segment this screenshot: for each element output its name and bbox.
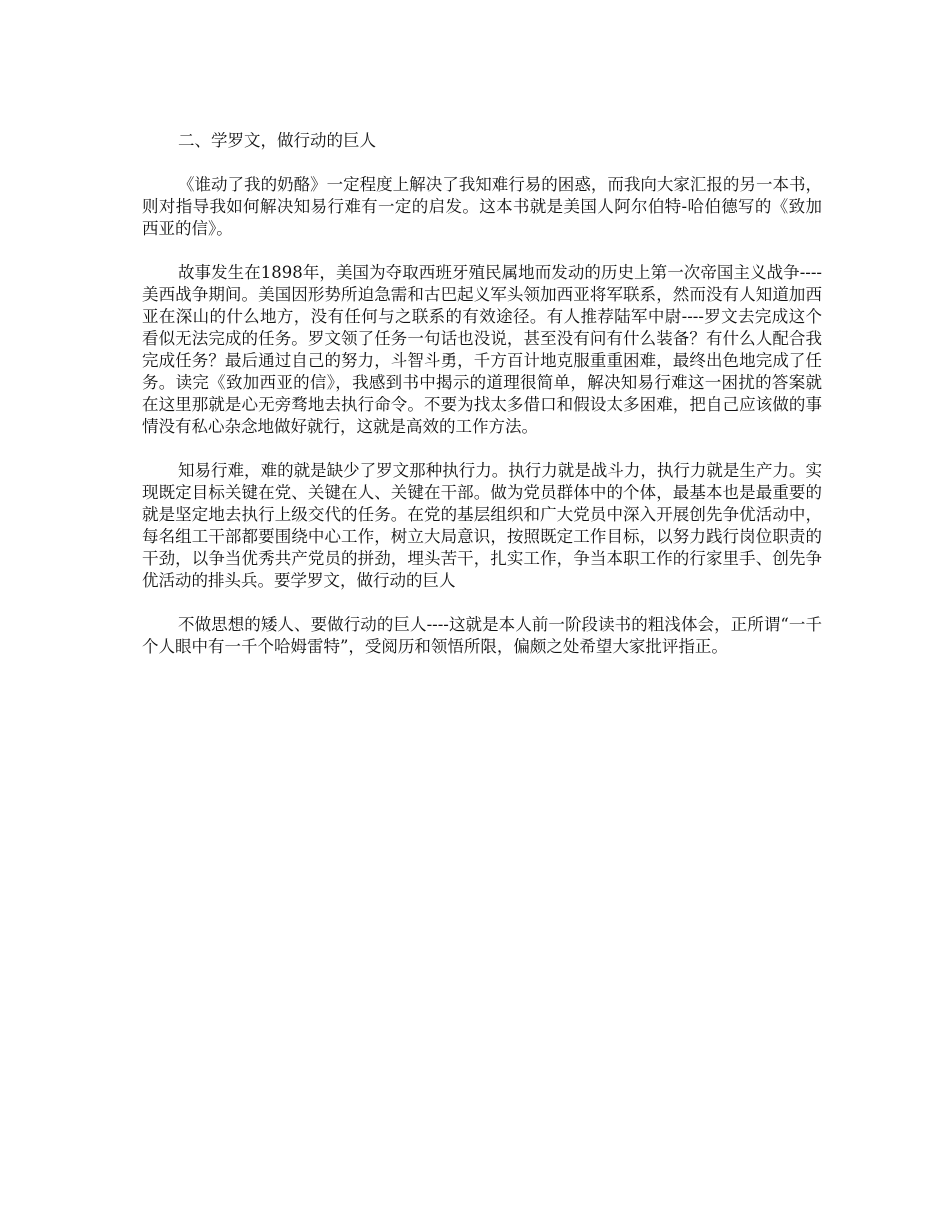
paragraph-1: 《谁动了我的奶酪》一定程度上解决了我知难行易的困惑，而我向大家汇报的另一本书，则对指导我如何解决知易行难有一定的启发。这本书就是美国人阿尔伯特-哈伯德写的《致加西亚的信》。 [142, 175, 822, 238]
paragraph-2: 故事发生在1898年，美国为夺取西班牙殖民属地而发动的历史上第一次帝国主义战争----美西战争期间。美国因形势所迫急需和古巴起义军头领加西亚将军联系，然而没有人知道加西亚在深山的什么地方，没有任何与之联系的有效途径。有人推荐陆军中尉----罗文去完成这个看似无法完成的任务。罗文领了任务一句话也没说，甚至没有问有什么装备？有什么人配合我完成任务？最后通过自己的努力，斗智斗勇，千方百计地克服重重困难，最终出色地完成了任务。读完《致加西亚的信》，我感到书中揭示的道理很简单，解决知易行难这一困扰的答案就在这里那就是心无旁骛地去执行命令。不要为找太多借口和假设太多困难，把自己应该做的事情没有私心杂念地做好就行，这就是高效的工作方法。 [142, 263, 822, 436]
paragraph-4: 不做思想的矮人、要做行动的巨人----这就是本人前一阶段读书的粗浅体会，正所谓“一千个人眼中有一千个哈姆雷特”，受阅历和领悟所限，偏颇之处希望大家批评指正。 [142, 615, 822, 656]
document-body [142, 130, 822, 680]
paragraph-3: 知易行难，难的就是缺少了罗文那种执行力。执行力就是战斗力，执行力就是生产力。实现既定目标关键在党、关键在人、关键在干部。做为党员群体中的个体，最基本也是最重要的就是坚定地去执行上级交代的任务。在党的基层组织和广大党员中深入开展创先争优活动中，每名组工干部都要围绕中心工作，树立大局意识，按照既定工作目标，以努力践行岗位职责的干劲，以争当优秀共产党员的拼劲，埋头苦干，扎实工作，争当本职工作的行家里手、创先争优活动的排头兵。要学罗文，做行动的巨人 [142, 461, 822, 590]
section-heading: 二、学罗文，做行动的巨人 [178, 131, 376, 150]
